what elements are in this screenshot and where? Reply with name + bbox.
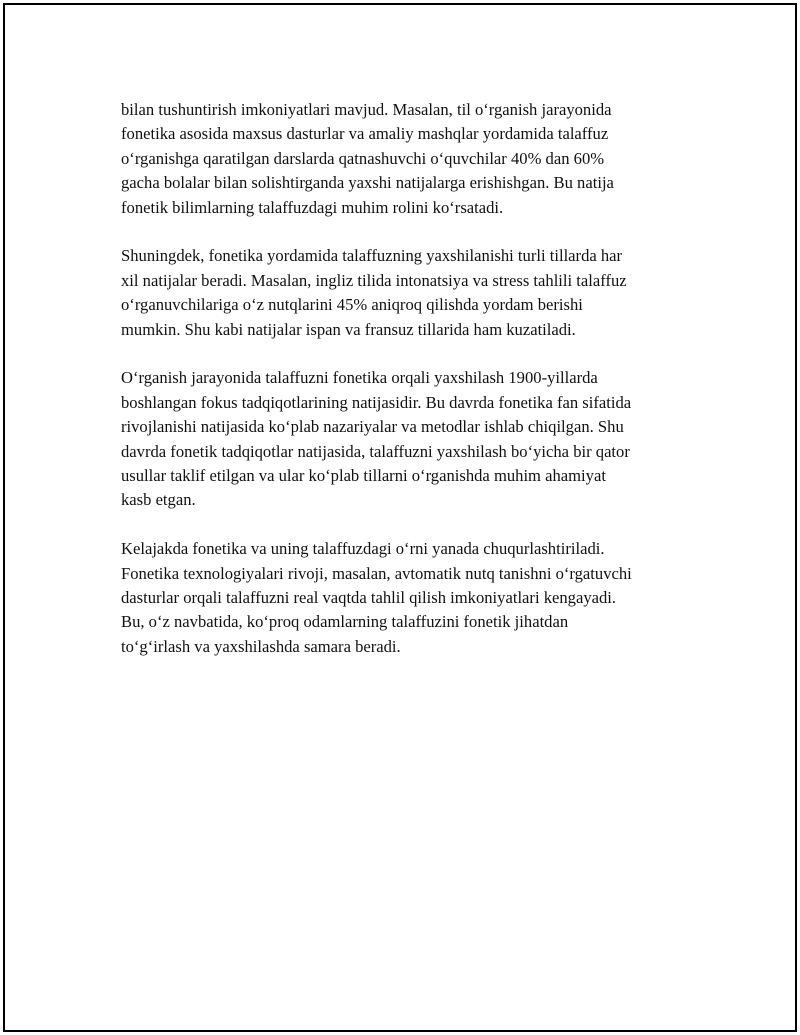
text-line: mumkin. Shu kabi natijalar ispan va fransuz tillarida ham kuzatiladi. <box>121 319 576 339</box>
paragraph-3 <box>121 366 701 512</box>
text-line: fonetik bilimlarning talaffuzdagi muhim rolini ko‘rsatadi. <box>121 197 504 217</box>
text-line: Bu, o‘z navbatida, ko‘proq odamlarning talaffuzini fonetik jihatdan <box>121 612 569 632</box>
text-line: o‘rganuvchilariga o‘z nutqlarini 45% aniqroq qilishda yordam berishi <box>121 295 583 315</box>
text-line: o‘rganishga qaratilgan darslarda qatnashuvchi o‘quvchilar 40% dan 60% <box>121 148 605 168</box>
text-line: kasb etgan. <box>121 490 196 510</box>
paragraph-1 <box>121 98 701 220</box>
text-line: rivojlanishi natijasida ko‘plab nazariyalar va metodlar ishlab chiqilgan. Shu <box>121 417 624 437</box>
text-line: bilan tushuntirish imkoniyatlari mavjud. Masalan, til o‘rganish jarayonida <box>121 100 612 119</box>
paragraph-4 <box>121 537 701 659</box>
document-body <box>121 98 701 684</box>
text-line: Fonetika texnologiyalari rivoji, masalan, avtomatik nutq tanishni o‘rgatuvchi <box>121 563 632 583</box>
text-line: to‘g‘irlash va yaxshilashda samara beradi. <box>121 636 401 656</box>
text-line: fonetika asosida maxsus dasturlar va amaliy mashqlar yordamida talaffuz <box>121 124 609 144</box>
text-line: davrda fonetik tadqiqotlar natijasida, talaffuzni yaxshilash bo‘yicha bir qator <box>121 441 630 461</box>
text-line: Shuningdek, fonetika yordamida talaffuzning yaxshilanishi turli tillarda har <box>121 246 623 266</box>
text-line: boshlangan fokus tadqiqotlarining natijasidir. Bu davrda fonetika fan sifatida <box>121 392 632 412</box>
text-line: O‘rganish jarayonida talaffuzni fonetika orqali yaxshilash 1900-yillarda <box>121 368 598 388</box>
page-border <box>3 3 797 1032</box>
text-line: xil natijalar beradi. Masalan, ingliz tilida intonatsiya va stress tahlili talaffuz <box>121 270 627 290</box>
paragraph-2 <box>121 244 701 342</box>
text-line: usullar taklif etilgan va ular ko‘plab tillarni o‘rganishda muhim ahamiyat <box>121 466 606 486</box>
text-line: dasturlar orqali talaffuzni real vaqtda tahlil qilish imkoniyatlari kengayadi. <box>121 588 617 608</box>
text-line: Kelajakda fonetika va uning talaffuzdagi o‘rni yanada chuqurlashtiriladi. <box>121 539 605 559</box>
text-line: gacha bolalar bilan solishtirganda yaxshi natijalarga erishishgan. Bu natija <box>121 173 614 193</box>
